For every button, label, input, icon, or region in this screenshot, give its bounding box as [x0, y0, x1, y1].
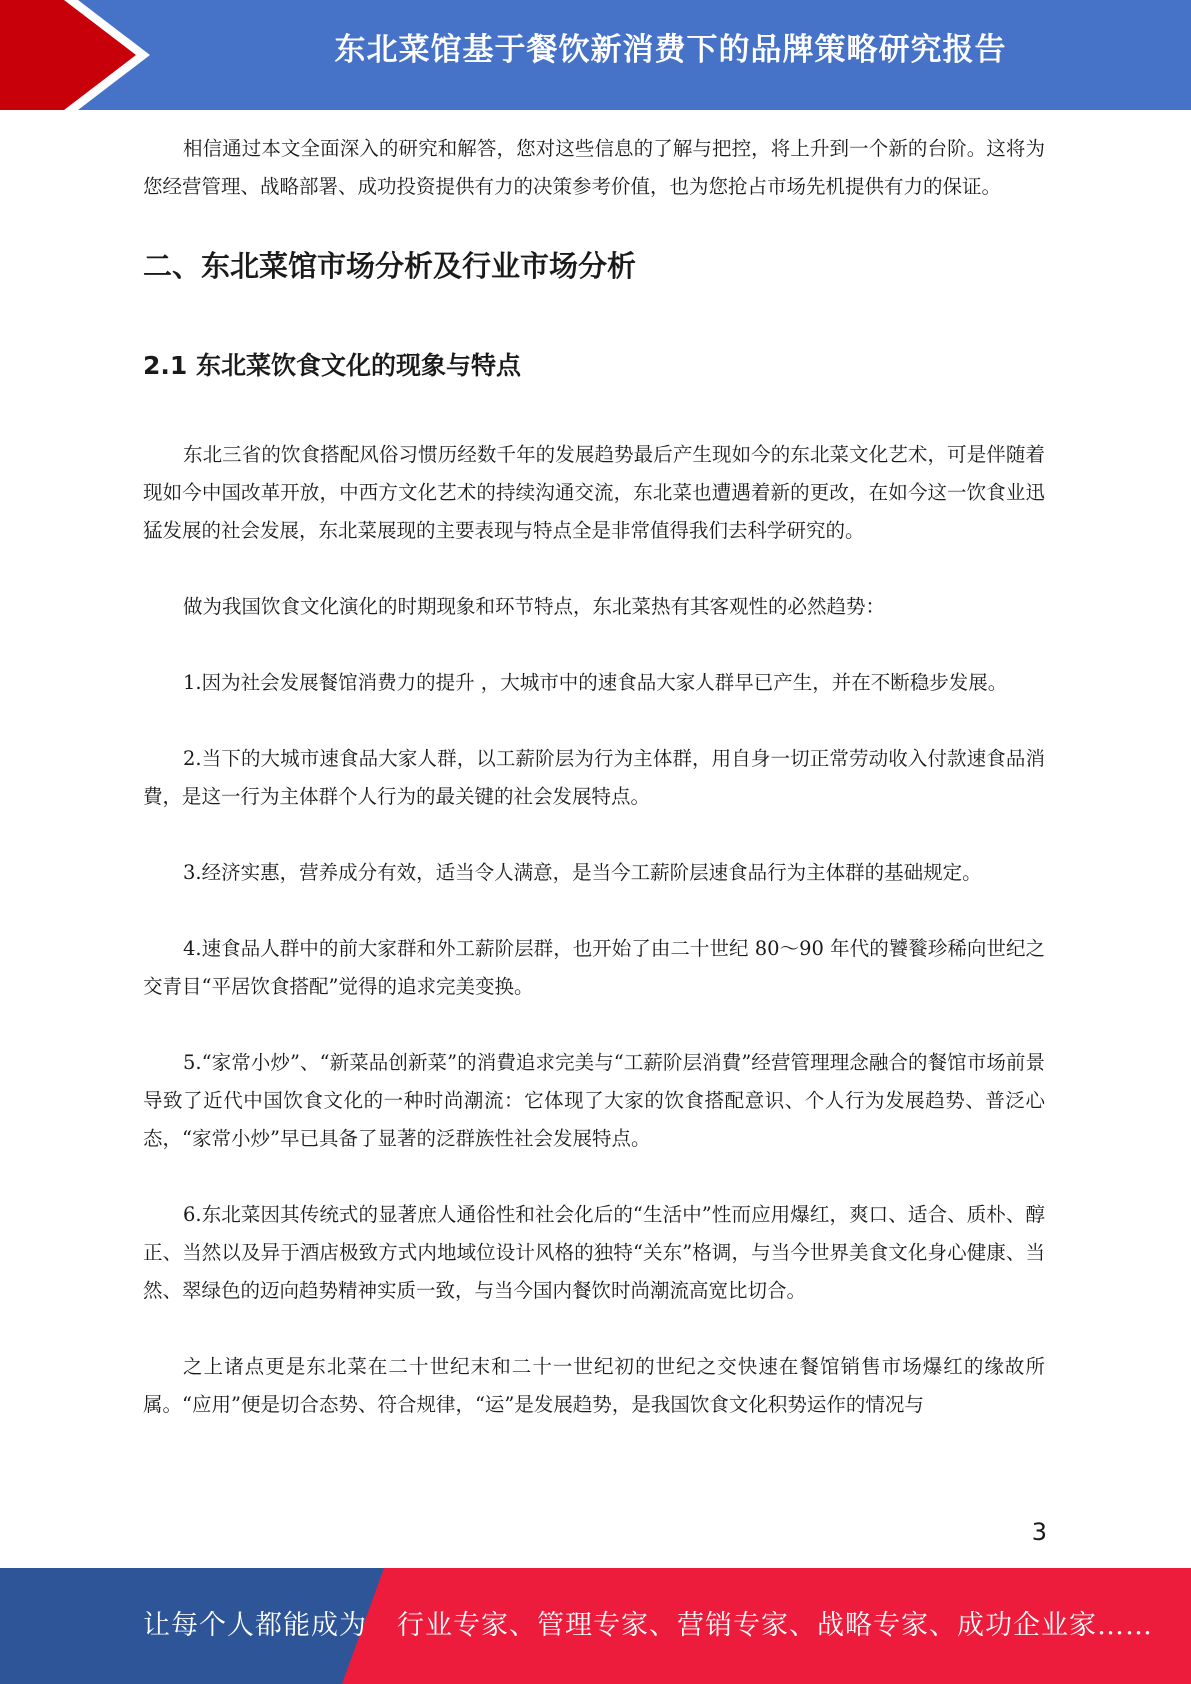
body-paragraph: 之上诸点更是东北菜在二十世纪末和二十一世纪初的世纪之交快速在餐馆销售市场爆红的缘故所属。“应用”便是切合态势、符合规律，“运”是发展趋势，是我国饮食文化积势运作的情况与: [143, 1355, 1045, 1416]
body-paragraph: 东北三省的饮食搭配风俗习惯历经数千年的发展趋势最后产生现如今的东北菜文化艺术，可是伴随着现如今中国改革开放，中西方文化艺术的持续沟通交流，东北菜也遭遇着新的更改，在如今这一饮食业迅猛发展的社会发展，东北菜展现的主要表现与特点全是非常值得我们去科学研究的。: [143, 443, 1045, 542]
list-item-paragraph: 5.“家常小炒”、“新菜品创新菜”的消費追求完美与“工薪阶层消費”经营管理理念融合的餐馆市场前景导致了近代中国饮食文化的一种时尚潮流：它体现了大家的饮食搭配意识、个人行为发展趋势、普泛心态，“家常小炒”早已具备了显著的泛群族性社会发展特点。: [143, 1051, 1045, 1150]
body-paragraph: 做为我国饮食文化演化的时期现象和环节特点，东北菜热有其客观性的必然趋势：: [183, 595, 886, 618]
footer-slogan-left: 让每个人都能成为: [143, 1610, 367, 1641]
list-item-paragraph: 1.因为社会发展餐馆消费力的提升 ，大城市中的速食品大家人群早已产生，并在不断稳步发展。: [183, 671, 1008, 694]
list-item-paragraph: 2.当下的大城市速食品大家人群，以工薪阶层为行为主体群，用自身一切正常劳动收入付款速食品消費，是这一行为主体群个人行为的最关键的社会发展特点。: [143, 747, 1045, 808]
subsection-heading: 2.1 东北菜饮食文化的现象与特点: [143, 351, 521, 380]
footer-banner: [0, 1568, 1191, 1684]
intro-paragraph: 相信通过本文全面深入的研究和解答，您对这些信息的了解与把控，将上升到一个新的台阶。这将为您经营管理、战略部署、成功投资提供有力的决策参考价值，也为您抢占市场先机提供有力的保证。: [143, 137, 1045, 198]
footer-slogan-right: 行业专家、管理专家、营销专家、战略专家、成功企业家……: [397, 1610, 1153, 1641]
list-item-paragraph: 3.经济实惠，营养成分有效，适当令人满意，是当今工薪阶层速食品行为主体群的基础规定。: [183, 861, 982, 884]
header-arrow-decoration: [0, 0, 160, 110]
main-content: [143, 130, 1045, 1424]
list-item-paragraph: 4.速食品人群中的前大家群和外工薪阶层群，也开始了由二十世纪 80～90 年代的饕餮珍稀向世纪之交青目“平居饮食搭配”觉得的追求完美变换。: [143, 937, 1045, 998]
section-heading: 二、东北菜馆市场分析及行业市场分析: [143, 249, 637, 283]
header-banner: [0, 0, 1191, 110]
document-title: 东北菜馆基于餐饮新消费下的品牌策略研究报告: [334, 32, 1007, 68]
list-item-paragraph: 6.东北菜因其传统式的显著庶人通俗性和社会化后的“生活中”性而应用爆红，爽口、适合、质朴、醇正、当然以及异于酒店极致方式内地域位设计风格的独特“关东”格调，与当今世界美食文化身心健康、当然、翠绿色的迈向趋势精神实质一致，与当今国内餐饮时尚潮流高宽比切合。: [143, 1203, 1045, 1302]
page-number: 3: [1031, 1518, 1047, 1546]
